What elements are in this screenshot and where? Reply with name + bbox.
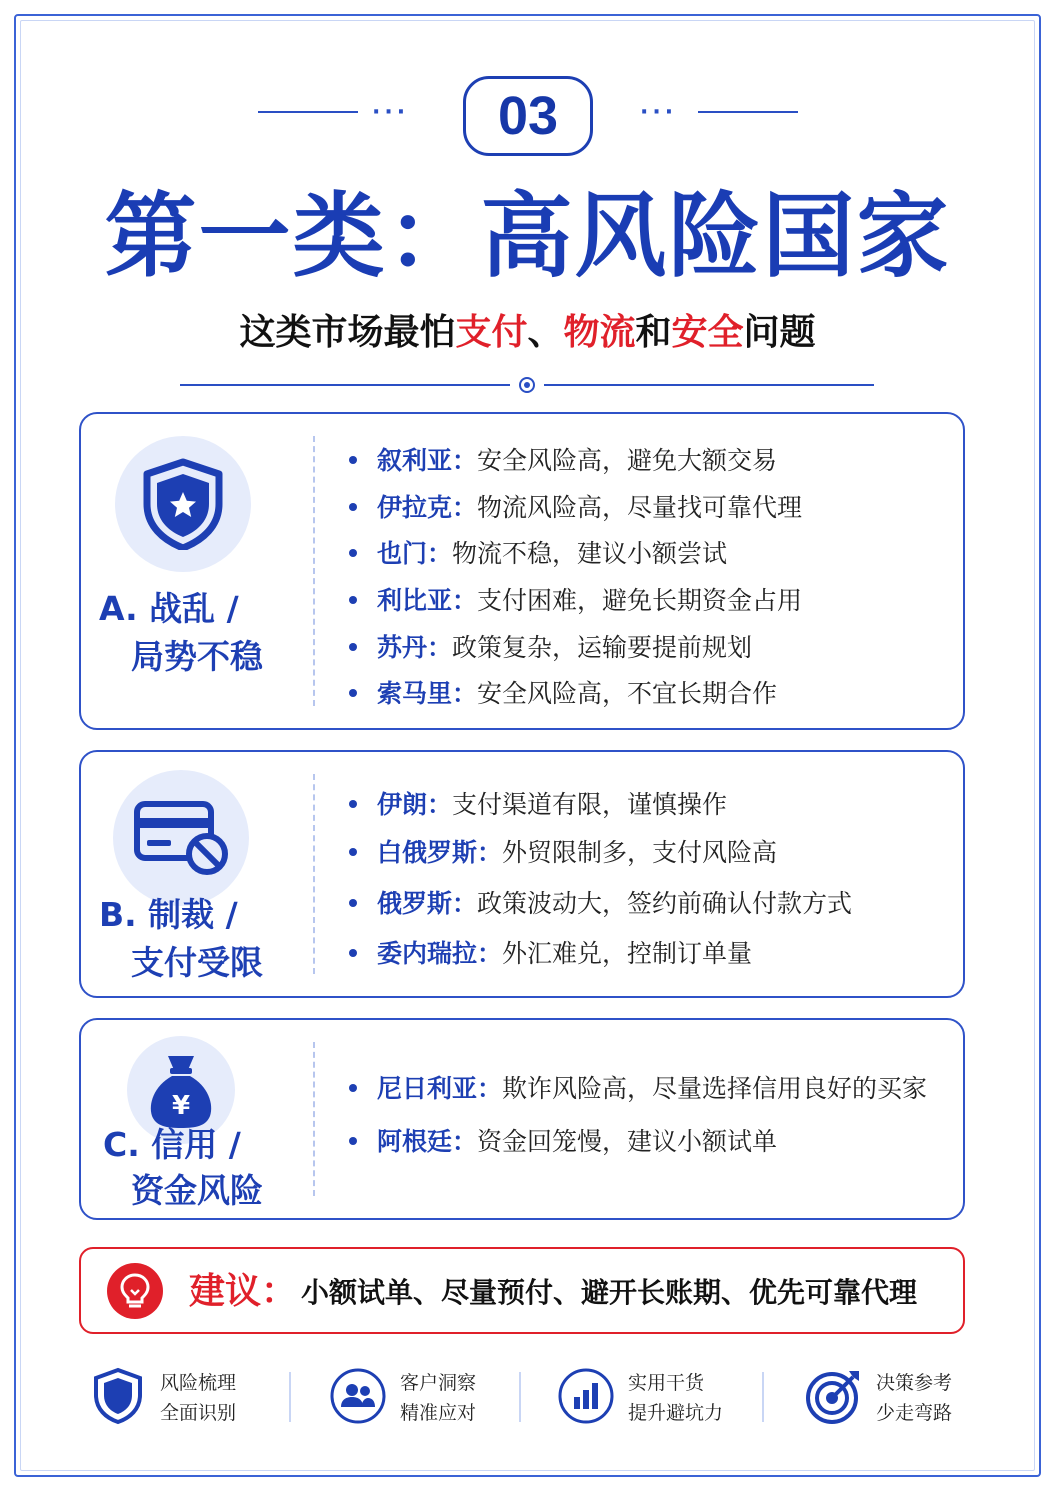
bullet-icon [349,689,357,697]
country-name: 委内瑞拉： [377,939,503,968]
list-item [349,677,777,711]
bullet-icon [349,549,357,557]
lightbulb-icon [107,1263,163,1319]
advice-text: 小额试单、尽量预付、避开长账期、优先可靠代理 [301,1276,918,1309]
bar-chart-icon [556,1366,616,1426]
country-name: 利比亚： [377,586,478,615]
country-note: 政策波动大，签约前确认付款方式 [477,889,853,918]
subtitle-part: 问题 [743,312,816,353]
category-label-a-line1: A. 战乱 / [99,589,239,628]
list-item [349,491,802,525]
bullet-icon [349,503,357,511]
list-item [349,444,777,478]
country-note: 资金回笼慢，建议小额试单 [477,1127,778,1156]
header-line-right [698,111,798,113]
country-note: 物流风险高，尽量找可靠代理 [477,493,803,522]
card-separator [313,1042,315,1196]
list-item [349,788,727,822]
country-note: 外汇难兑，控制订单量 [502,939,753,968]
subtitle-highlight-security: 安全 [671,312,744,353]
feature-subtitle: 全面识别 [160,1402,237,1424]
country-note: 安全风险高，避免大额交易 [477,446,778,475]
country-name: 白俄罗斯： [377,838,503,867]
list-item [349,1125,777,1159]
shield-star-icon [115,436,251,572]
subtitle-part: 这类市场最怕 [239,312,456,353]
country-name: 也门： [377,539,453,568]
bullet-icon [349,456,357,464]
bullet-icon [349,949,357,957]
feature-title: 实用干货 [628,1372,705,1394]
country-note: 欺诈风险高，尽量选择信用良好的买家 [502,1074,928,1103]
page-subtitle [0,308,1055,358]
country-name: 苏丹： [377,633,453,662]
bullet-icon [349,643,357,651]
country-name: 阿根廷： [377,1127,478,1156]
country-name: 伊朗： [377,790,453,819]
list-item [349,537,727,571]
divider-left [180,384,510,386]
users-icon [328,1366,388,1426]
category-card-a [79,412,965,730]
category-label-b-line2: 支付受限 [131,943,263,982]
target-icon [804,1366,864,1426]
footer-separator [289,1372,291,1422]
bullet-icon [349,899,357,907]
country-note: 物流不稳，建议小额尝试 [452,539,728,568]
footer-separator [519,1372,521,1422]
subtitle-part: 、 [527,312,564,353]
list-item [349,584,802,618]
category-label-a-line2: 局势不稳 [131,637,263,676]
list-item [349,1072,927,1106]
divider-right [544,384,874,386]
divider-dot [519,377,535,393]
list-item [349,836,777,870]
feature-title: 客户洞察 [400,1372,477,1394]
country-name: 俄罗斯： [377,889,478,918]
page-title: 第一类：高风险国家 [104,183,951,290]
advice-box [79,1247,965,1334]
bullet-icon [349,800,357,808]
country-note: 外贸限制多，支付风险高 [502,838,778,867]
category-card-c [79,1018,965,1220]
money-bag-symbol: ¥ [171,1091,191,1121]
country-name: 叙利亚： [377,446,478,475]
category-card-c-left [81,1020,313,1218]
feature-title: 决策参考 [876,1372,953,1394]
subtitle-highlight-logistics: 物流 [563,312,636,353]
category-label-b-line1: B. 制裁 / [99,895,238,934]
feature-subtitle: 精准应对 [400,1402,477,1424]
category-card-b-left [81,752,313,996]
section-number-badge: 03 [463,76,593,156]
bullet-icon [349,596,357,604]
header-dots-left: ··· [372,100,410,125]
country-name: 伊拉克： [377,493,478,522]
bullet-icon [349,1137,357,1145]
bullet-icon [349,848,357,856]
category-label-c-line1: C. 信用 / [103,1125,241,1164]
subtitle-highlight-payment: 支付 [455,312,528,353]
bullet-icon [349,1084,357,1092]
country-note: 安全风险高，不宜长期合作 [477,679,778,708]
country-note: 支付困难，避免长期资金占用 [477,586,803,615]
list-item [349,631,752,665]
list-item [349,937,752,971]
header-dots-right: ··· [640,100,678,125]
header-line-left [258,111,358,113]
country-note: 支付渠道有限，谨慎操作 [452,790,728,819]
feature-subtitle: 提升避坑力 [628,1402,724,1424]
list-item [349,887,852,921]
feature-subtitle: 少走弯路 [876,1402,953,1424]
category-label-c-line2: 资金风险 [131,1171,263,1210]
category-card-b [79,750,965,998]
advice-label: 建议： [189,1271,298,1312]
card-separator [313,774,315,974]
country-name: 索马里： [377,679,478,708]
country-name: 尼日利亚： [377,1074,503,1103]
footer-separator [762,1372,764,1422]
card-separator [313,436,315,706]
card-blocked-icon [113,770,249,906]
subtitle-part: 和 [635,312,672,353]
feature-title: 风险梳理 [160,1372,237,1394]
category-card-a-left [81,414,313,728]
country-note: 政策复杂，运输要提前规划 [452,633,753,662]
shield-icon [88,1366,148,1426]
